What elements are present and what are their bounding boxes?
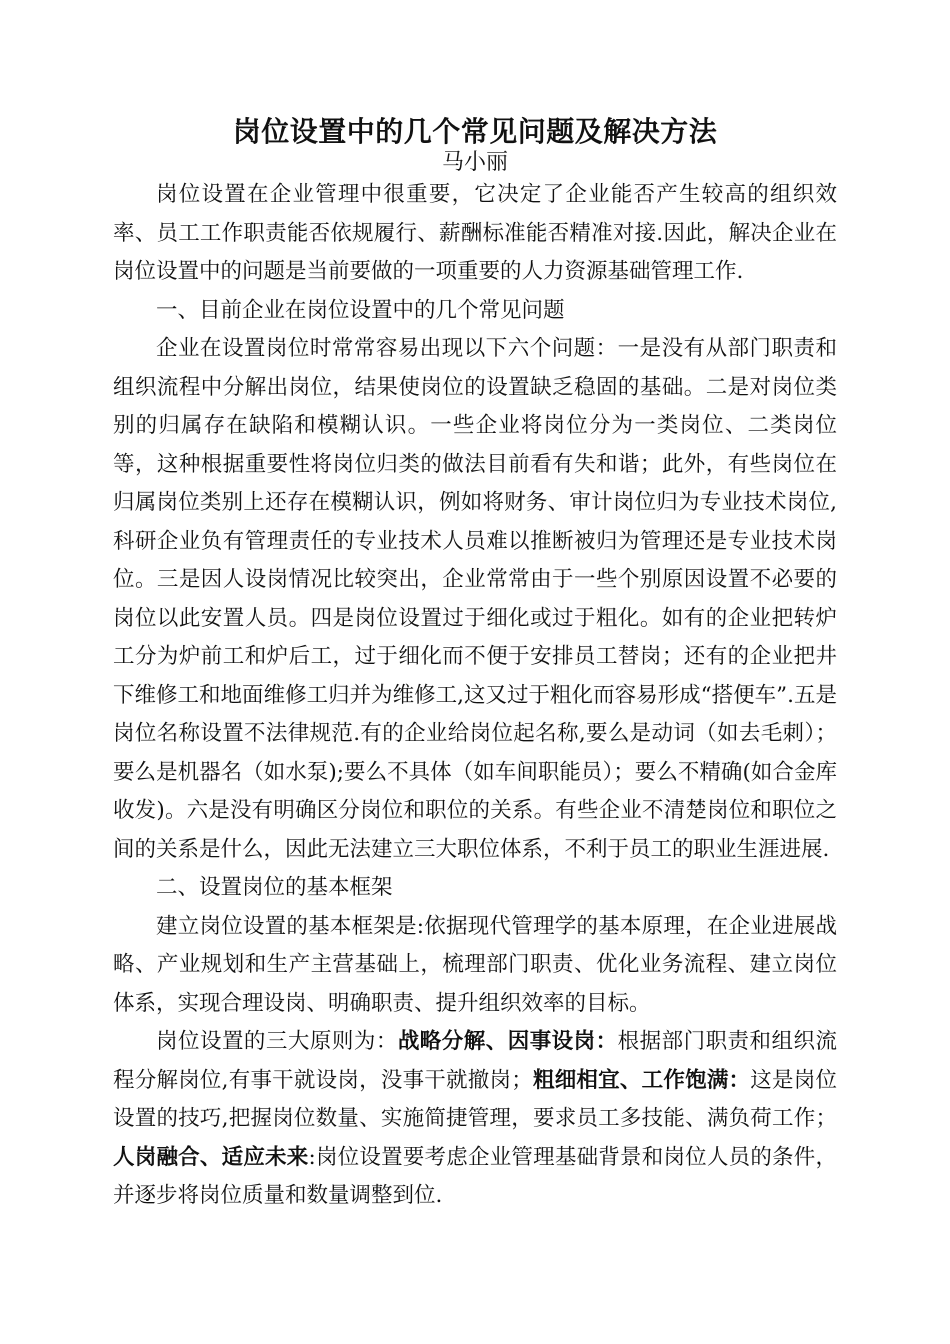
document-title: 岗位设置中的几个常见问题及解决方法: [232, 115, 718, 148]
principle-1-title: 战略分解、因事设岗：: [397, 1029, 618, 1054]
document-author: 马小丽: [441, 150, 508, 175]
principles-paragraph: [113, 1023, 837, 1216]
principles-lead: 岗位设置的三大原则为：: [156, 1029, 398, 1054]
section-1-paragraph: 企业在设置岗位时常常容易出现以下六个问题：一是没有从部门职责和组织流程中分解出岗位，结果使岗位的设置缺乏稳固的基础。二是对岗位类别的归属存在缺陷和模糊认识。一些企业将岗位分为一类岗位、二类岗位等，这种根据重要性将岗位归类的做法目前看有失和谐；此外，有些岗位在归属岗位类别上还存在模糊认识，例如将财务、审计岗位归为专业技术岗位,科研企业负有管理责任的专业技术人员难以推断被归为管理还是专业技术岗位。三是因人设岗情况比较突出，企业常常由于一些个别原因设置不必要的岗位以此安置人员。四是岗位设置过于细化或过于粗化。如有的企业把转炉工分为炉前工和炉后工，过于细化而不便于安排员工替岗；还有的企业把井下维修工和地面维修工归并为维修工,这又过于粗化而容易形成“搭便车”.五是岗位名称设置不法律规范.有的企业给岗位起名称,要么是动词（如去毛刺）；要么是机器名（如水泵);要么不具体（如车间职能员）；要么不精确(如合金库收发)。六是没有明确区分岗位和职位的关系。有些企业不清楚岗位和职位之间的关系是什么，因此无法建立三大职位体系，不利于员工的职业生涯进展.: [113, 336, 837, 862]
document-body: [113, 176, 837, 1216]
section-heading-1: 一、目前企业在岗位设置中的几个常见问题: [156, 297, 565, 323]
principle-1-text: 根据部门职责和组织流程分解岗位,有事干就设岗，没事干就撤岗；: [113, 1029, 837, 1093]
principle-3-text: :岗位设置要考虑企业管理基础背景和岗位人员的条件，并逐步将岗位质量和数量调整到位.: [113, 1144, 837, 1208]
section-heading-2: 二、设置岗位的基本框架: [156, 875, 393, 900]
section-2-paragraph: 建立岗位设置的基本框架是:依据现代管理学的基本原理，在企业进展战略、产业规划和生产主营基础上，梳理部门职责、优化业务流程、建立岗位体系，实现合理设岗、明确职责、提升组织效率的目标。: [113, 913, 837, 1016]
principle-3-title: 人岗融合、适应未来: [113, 1144, 309, 1170]
principle-2-title: 粗细相宜、工作饱满：: [532, 1067, 751, 1093]
intro-paragraph: 岗位设置在企业管理中很重要，它决定了企业能否产生较高的组织效率、员工工作职责能否依规履行、薪酬标准能否精准对接.因此，解决企业在岗位设置中的问题是当前要做的一项重要的人力资源基础管理工作.: [113, 182, 837, 284]
principle-2-text: 这是岗位设置的技巧,把握岗位数量、实施简捷管理，要求员工多技能、满负荷工作；: [113, 1067, 837, 1131]
